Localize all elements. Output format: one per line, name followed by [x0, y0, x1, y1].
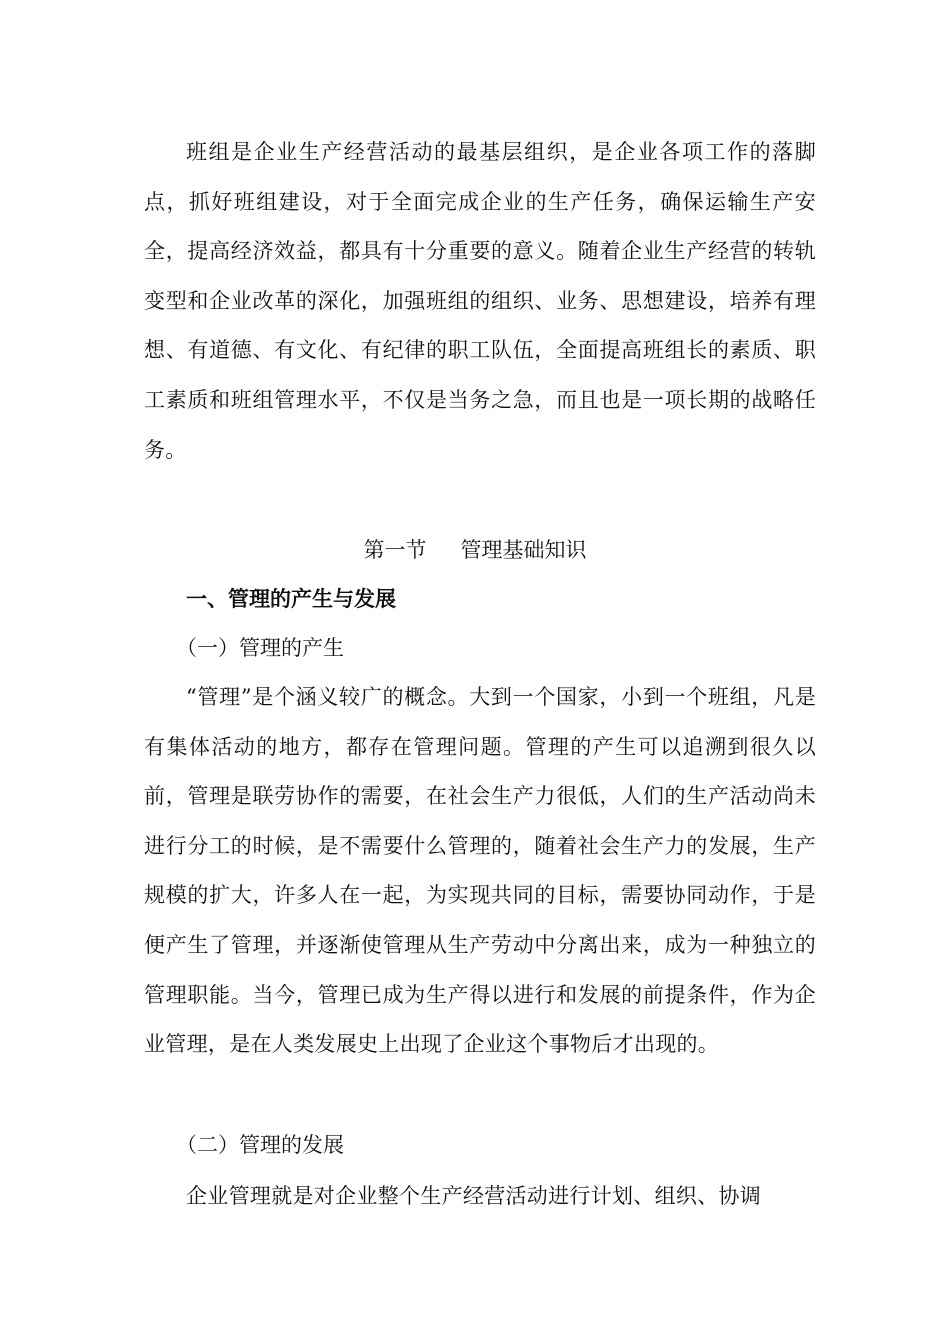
heading-level-1: 一、管理的产生与发展: [186, 587, 396, 611]
section-name: 管理基础知识: [460, 538, 587, 562]
intro-paragraph: 班组是企业生产经营活动的最基层组织，是企业各项工作的落脚点，抓好班组建设，对于全面完成企业的生产任务，确保运输生产安全，提高经济效益，都具有十分重要的意义。随着企业生产经营的转轨变型和企业改革的深化，加强班组的组织、业务、思想建设，培养有理想、有道德、有文化、有纪律的职工队伍，全面提高班组长的素质、职工素质和班组管理水平，不仅是当务之急，而且也是一项长期的战略任务。: [144, 140, 816, 462]
subsection-2-paragraph: 企业管理就是对企业整个生产经营活动进行计划、组织、协调: [186, 1184, 762, 1208]
section-title: [0, 530, 950, 570]
subsection-1-paragraph: “管理”是个涵义较广的概念。大到一个国家，小到一个班组，凡是有集体活动的地方，都存在管理问题。管理的产生可以追溯到很久以前，管理是联劳协作的需要，在社会生产力很低，人们的生产活动尚未进行分工的时候，是不需要什么管理的，随着社会生产力的发展，生产规模的扩大，许多人在一起，为实现共同的目标，需要协同动作，于是便产生了管理，并逐渐使管理从生产劳动中分离出来，成为一种独立的管理职能。当今，管理已成为生产得以进行和发展的前提条件，作为企业管理，是在人类发展史上出现了企业这个事物后才出现的。: [144, 685, 816, 1057]
subsection-1-title: （一）管理的产生: [176, 636, 344, 660]
subsection-2-title: （二）管理的发展: [176, 1133, 344, 1157]
section-number: 第一节: [363, 538, 427, 562]
